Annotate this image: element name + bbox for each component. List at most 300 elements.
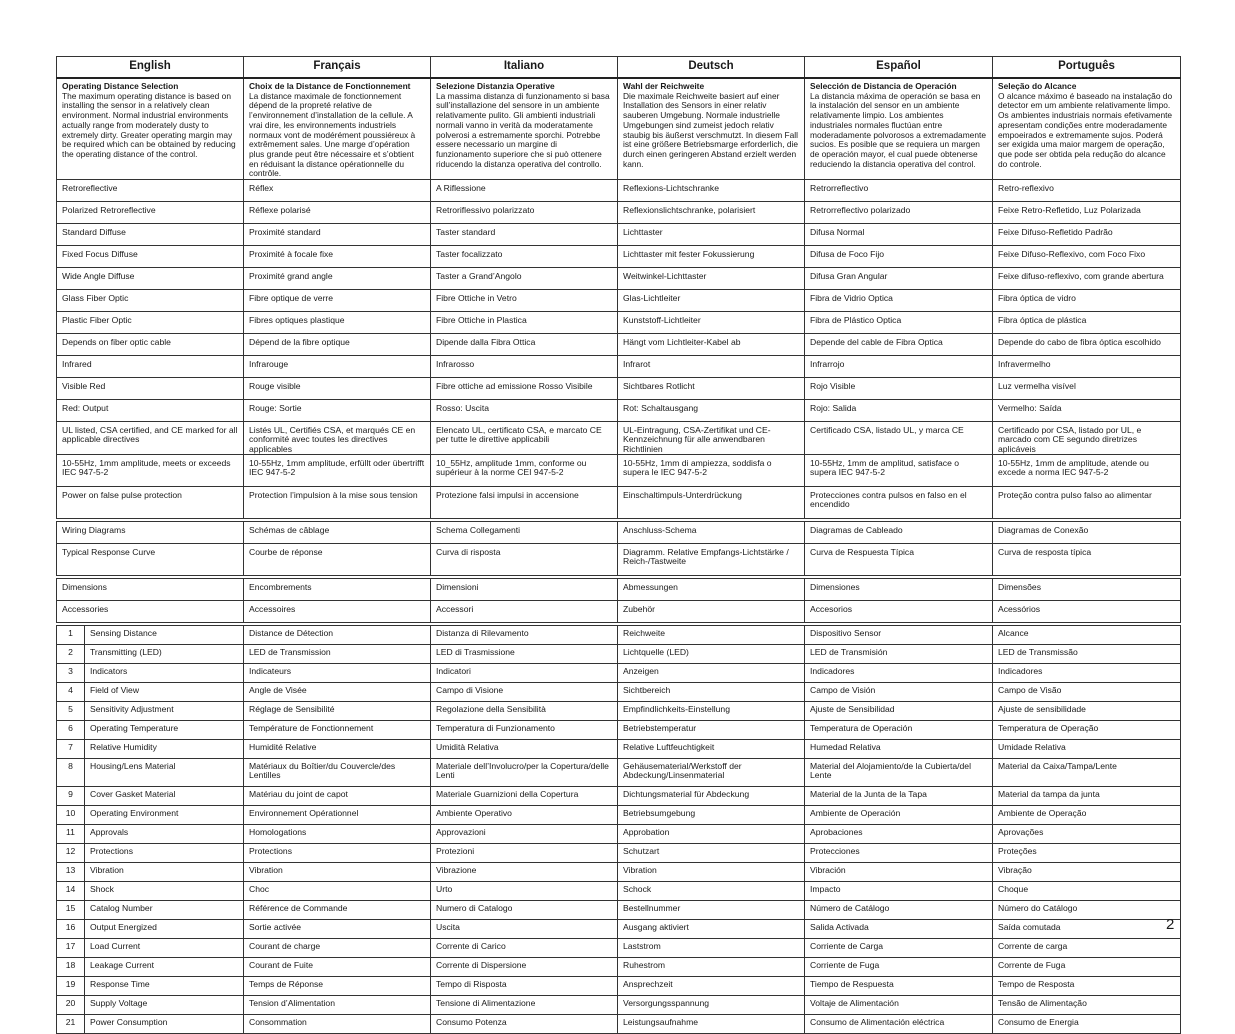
term-cell-french: Courant de Fuite	[244, 957, 431, 976]
term-cell-portuguese: Material da Caixa/Tampa/Lente	[993, 758, 1181, 786]
term-cell-english: Fixed Focus Diffuse	[57, 246, 244, 268]
term-cell-english: Sensitivity Adjustment	[85, 701, 244, 720]
term-cell-french: Homologations	[244, 824, 431, 843]
term-cell-english: Plastic Fiber Optic	[57, 312, 244, 334]
term-cell-french: 10-55Hz, 1mm amplitude, erfüllt oder übertrifft IEC 947-5-2	[244, 454, 431, 486]
term-cell-italian: Temperatura di Funzionamento	[431, 720, 618, 739]
term-cell-portuguese: Número do Catálogo	[993, 900, 1181, 919]
numbered-row	[57, 758, 1181, 786]
col-header-german: Deutsch	[618, 57, 805, 79]
term-cell-spanish: Retrorreflectivo polarizado	[805, 202, 993, 224]
term-cell-english: Retroreflective	[57, 180, 244, 202]
term-cell-french: Courant de charge	[244, 938, 431, 957]
term-cell-english: Visible Red	[57, 378, 244, 400]
intro-cell-german	[618, 78, 805, 180]
term-cell-spanish: Protecciones contra pulsos en falso en el encendido	[805, 486, 993, 518]
intro-cell-french	[244, 78, 431, 180]
term-cell-french: Humidité Relative	[244, 739, 431, 758]
term-cell-french: Angle de Visée	[244, 682, 431, 701]
term-cell-italian: Schema Collegamenti	[431, 521, 618, 543]
col-header-spanish: Español	[805, 57, 993, 79]
term-cell-italian: Urto	[431, 881, 618, 900]
row-number: 17	[57, 938, 85, 957]
term-cell-french: Temps de Réponse	[244, 976, 431, 995]
term-cell-english: Protections	[85, 843, 244, 862]
term-cell-portuguese: Indicadores	[993, 663, 1181, 682]
term-cell-french: Dépend de la fibre optique	[244, 334, 431, 356]
term-cell-portuguese: Temperatura de Operação	[993, 720, 1181, 739]
term-cell-english: Cover Gasket Material	[85, 786, 244, 805]
term-cell-german: Anzeigen	[618, 663, 805, 682]
term-cell-german: Leistungsaufnahme	[618, 1014, 805, 1033]
term-row	[57, 356, 1181, 378]
term-cell-french: Indicateurs	[244, 663, 431, 682]
intro-title: Seleção do Alcance	[998, 81, 1077, 91]
row-number: 10	[57, 805, 85, 824]
row-number: 1	[57, 625, 85, 644]
numbered-row	[57, 663, 1181, 682]
term-cell-german: Dichtungsmaterial für Abdeckung	[618, 786, 805, 805]
term-cell-english: Output Energized	[85, 919, 244, 938]
numbered-row	[57, 957, 1181, 976]
term-cell-italian: 10_55Hz, amplitude 1mm, conforme ou supérieur à la norme CEI 947-5-2	[431, 454, 618, 486]
term-cell-english: Field of View	[85, 682, 244, 701]
term-cell-german: Betriebsumgebung	[618, 805, 805, 824]
header-row	[57, 57, 1181, 79]
term-cell-spanish: Dispositivo Sensor	[805, 625, 993, 644]
term-cell-portuguese: Umidade Relativa	[993, 739, 1181, 758]
term-cell-spanish: Material de la Junta de la Tapa	[805, 786, 993, 805]
term-cell-portuguese: Campo de Visão	[993, 682, 1181, 701]
term-cell-italian: Tensione di Alimentazione	[431, 995, 618, 1014]
term-cell-german: Schutzart	[618, 843, 805, 862]
term-cell-french: Infrarouge	[244, 356, 431, 378]
term-cell-english: Leakage Current	[85, 957, 244, 976]
term-cell-italian: Accessori	[431, 600, 618, 622]
numbered-row	[57, 805, 1181, 824]
intro-body: The maximum operating distance is based on installing the sensor in a relatively clean environment. Normal industrial environments actually range from moderately dusty to extremely dirty. Greater operating margin may be required which can be obtained by reducing the operating distance of the control.	[62, 90, 236, 159]
term-cell-italian: Retroriflessivo polarizzato	[431, 202, 618, 224]
term-cell-portuguese: Tempo de Resposta	[993, 976, 1181, 995]
term-cell-spanish: Ambiente de Operación	[805, 805, 993, 824]
term-cell-spanish: Corriente de Fuga	[805, 957, 993, 976]
term-cell-french: Schémas de câblage	[244, 521, 431, 543]
term-row	[57, 224, 1181, 246]
term-cell-english: Standard Diffuse	[57, 224, 244, 246]
term-cell-english: Transmitting (LED)	[85, 644, 244, 663]
term-cell-spanish: Accesorios	[805, 600, 993, 622]
term-cell-french: Protection l’impulsion à la mise sous tension	[244, 486, 431, 518]
col-header-english: English	[57, 57, 244, 79]
term-cell-french: Matériau du joint de capot	[244, 786, 431, 805]
term-cell-french: Distance de Détection	[244, 625, 431, 644]
term-cell-spanish: Impacto	[805, 881, 993, 900]
term-cell-spanish: Indicadores	[805, 663, 993, 682]
term-cell-portuguese: Vibração	[993, 862, 1181, 881]
term-cell-spanish: Rojo Visible	[805, 378, 993, 400]
term-cell-spanish: Difusa Normal	[805, 224, 993, 246]
term-cell-german: Reflexions-Lichtschranke	[618, 180, 805, 202]
intro-body: La massima distanza di funzionamento si basa sull’installazione del sensore in un ambiente relativamente pulito. Gli ambienti industriali normali vanno in verità da moderatamente polverosi a estremamente sporchi. Potrebbe essere necessario un margine di funzionamento superiore che si può ottenere riducendo la distanza operativa del controllo.	[436, 90, 610, 169]
numbered-row	[57, 625, 1181, 644]
row-number: 14	[57, 881, 85, 900]
row-number: 5	[57, 701, 85, 720]
term-cell-portuguese: Dimensões	[993, 578, 1181, 600]
term-cell-english: 10-55Hz, 1mm amplitude, meets or exceeds IEC 947-5-2	[57, 454, 244, 486]
term-cell-spanish: Infrarrojo	[805, 356, 993, 378]
term-cell-french: Choc	[244, 881, 431, 900]
intro-title: Selección de Distancia de Operación	[810, 81, 957, 91]
term-cell-german: Kunststoff-Lichtleiter	[618, 312, 805, 334]
term-cell-spanish: Fibra de Vidrio Optica	[805, 290, 993, 312]
term-cell-italian: Fibre Ottiche in Vetro	[431, 290, 618, 312]
term-cell-portuguese: Vermelho: Saída	[993, 400, 1181, 422]
term-cell-italian: Dipende dalla Fibra Ottica	[431, 334, 618, 356]
term-cell-italian: Umidità Relativa	[431, 739, 618, 758]
term-cell-spanish: Ajuste de Sensibilidad	[805, 701, 993, 720]
term-cell-spanish: Voltaje de Alimentación	[805, 995, 993, 1014]
term-cell-spanish: Humedad Relativa	[805, 739, 993, 758]
term-cell-english: Approvals	[85, 824, 244, 843]
row-number: 4	[57, 682, 85, 701]
term-cell-german: Weitwinkel-Lichttaster	[618, 268, 805, 290]
term-cell-german: Diagramm. Relative Empfangs-Lichtstärke / Reich-/Tastweite	[618, 543, 805, 575]
term-cell-german: Reflexionslichtschranke, polarisiert	[618, 202, 805, 224]
term-cell-german: Infrarot	[618, 356, 805, 378]
term-cell-spanish: Difusa de Foco Fijo	[805, 246, 993, 268]
term-cell-italian: Fibre ottiche ad emissione Rosso Visibile	[431, 378, 618, 400]
intro-body: O alcance máximo é baseado na instalação do detector em um ambiente relativamente limpo. Os ambientes industriais normais efetivamente apresentam condições entre moderadamente empoeirados e extremamente sujos. Poderá ser exigida uma maior margem de operação, que pode ser obtida pela redução do alcance do controle.	[998, 90, 1173, 169]
term-cell-portuguese: Feixe Difuso-Refletido Padrão	[993, 224, 1181, 246]
term-cell-french: Courbe de réponse	[244, 543, 431, 575]
term-cell-portuguese: Aprovações	[993, 824, 1181, 843]
term-cell-german: Gehäusematerial/Werkstoff der Abdeckung/Linsenmaterial	[618, 758, 805, 786]
term-cell-french: Consommation	[244, 1014, 431, 1033]
term-cell-portuguese: Retro-reflexivo	[993, 180, 1181, 202]
term-cell-spanish: Depende del cable de Fibra Optica	[805, 334, 993, 356]
term-cell-german: Lichttaster	[618, 224, 805, 246]
intro-title: Wahl der Reichweite	[623, 81, 705, 91]
term-cell-english: Polarized Retroreflective	[57, 202, 244, 224]
row-number: 15	[57, 900, 85, 919]
term-cell-french: Réflexe polarisé	[244, 202, 431, 224]
term-cell-english: Glass Fiber Optic	[57, 290, 244, 312]
term-cell-german: Relative Luftfeuchtigkeit	[618, 739, 805, 758]
term-cell-portuguese: Fibra óptica de plástica	[993, 312, 1181, 334]
term-cell-spanish: Rojo: Salida	[805, 400, 993, 422]
term-row	[57, 268, 1181, 290]
numbered-row	[57, 1014, 1181, 1033]
numbered-row	[57, 824, 1181, 843]
numbered-row	[57, 786, 1181, 805]
term-cell-german: Vibration	[618, 862, 805, 881]
term-cell-spanish: Número de Catálogo	[805, 900, 993, 919]
term-cell-portuguese: Fibra óptica de vidro	[993, 290, 1181, 312]
row-number: 6	[57, 720, 85, 739]
term-cell-french: Proximité à focale fixe	[244, 246, 431, 268]
numbered-row	[57, 739, 1181, 758]
term-cell-portuguese: Alcance	[993, 625, 1181, 644]
term-cell-french: Référence de Commande	[244, 900, 431, 919]
intro-body: La distance maximale de fonctionnement dépend de la propreté relative de l’environnement d’installation de la cellule. A vrai dire, les environnements industriels normaux vont de modérément poussiéreux à extrêmement sales. Une marge d’opération plus grande peut être nécessaire et s’obtient en réduisant la distance opérationnelle du contrôle.	[249, 90, 416, 179]
col-header-french: Français	[244, 57, 431, 79]
term-cell-spanish: Certificado CSA, listado UL, y marca CE	[805, 422, 993, 455]
term-cell-french: Protections	[244, 843, 431, 862]
term-cell-english: Supply Voltage	[85, 995, 244, 1014]
row-number: 8	[57, 758, 85, 786]
intro-row	[57, 78, 1181, 180]
term-cell-french: Rouge: Sortie	[244, 400, 431, 422]
term-cell-portuguese: Material da tampa da junta	[993, 786, 1181, 805]
term-cell-italian: Taster focalizzato	[431, 246, 618, 268]
term-row	[57, 246, 1181, 268]
term-cell-portuguese: Consumo de Energia	[993, 1014, 1181, 1033]
term-cell-english: Catalog Number	[85, 900, 244, 919]
term-cell-portuguese: Curva de resposta típica	[993, 543, 1181, 575]
term-cell-italian: Materiale Guarnizioni della Copertura	[431, 786, 618, 805]
term-row	[57, 578, 1181, 600]
term-cell-english: Dimensions	[57, 578, 244, 600]
term-cell-english: Response Time	[85, 976, 244, 995]
term-cell-portuguese: Luz vermelha visível	[993, 378, 1181, 400]
term-cell-italian: Numero di Catalogo	[431, 900, 618, 919]
term-row	[57, 180, 1181, 202]
term-cell-english: Wide Angle Diffuse	[57, 268, 244, 290]
term-cell-english: Wiring Diagrams	[57, 521, 244, 543]
row-number: 19	[57, 976, 85, 995]
term-cell-portuguese: Corrente de Fuga	[993, 957, 1181, 976]
term-cell-german: Ruhestrom	[618, 957, 805, 976]
term-cell-german: Empfindlichkeits-Einstellung	[618, 701, 805, 720]
term-cell-english: Relative Humidity	[85, 739, 244, 758]
row-number: 12	[57, 843, 85, 862]
term-cell-italian: Consumo Potenza	[431, 1014, 618, 1033]
term-cell-italian: Tempo di Risposta	[431, 976, 618, 995]
term-cell-french: Environnement Opérationnel	[244, 805, 431, 824]
term-cell-portuguese: Acessórios	[993, 600, 1181, 622]
intro-cell-spanish	[805, 78, 993, 180]
numbered-row	[57, 881, 1181, 900]
term-cell-portuguese: Feixe Retro-Refletido, Luz Polarizada	[993, 202, 1181, 224]
term-row	[57, 543, 1181, 575]
numbered-row	[57, 862, 1181, 881]
term-row	[57, 202, 1181, 224]
row-number: 7	[57, 739, 85, 758]
intro-title: Choix de la Distance de Fonctionnement	[249, 81, 411, 91]
term-cell-italian: Ambiente Operativo	[431, 805, 618, 824]
term-cell-german: 10-55Hz, 1mm di ampiezza, soddisfa o supera le IEC 947-5-2	[618, 454, 805, 486]
numbered-row	[57, 995, 1181, 1014]
term-cell-italian: Taster a Grand’Angolo	[431, 268, 618, 290]
term-cell-german: Hängt vom Lichtleiter-Kabel ab	[618, 334, 805, 356]
term-cell-german: Abmessungen	[618, 578, 805, 600]
term-cell-portuguese: Feixe Difuso-Reflexivo, com Foco Fixo	[993, 246, 1181, 268]
term-cell-spanish: Material del Alojamiento/de la Cubierta/del Lente	[805, 758, 993, 786]
col-header-portuguese: Português	[993, 57, 1181, 79]
term-cell-french: Listés UL, Certifiés CSA, et marqués CE en conformité avec toutes les directives applicables	[244, 422, 431, 455]
numbered-row	[57, 938, 1181, 957]
term-cell-portuguese: Infravermelho	[993, 356, 1181, 378]
term-cell-french: Réglage de Sensibilité	[244, 701, 431, 720]
term-cell-spanish: Retrorreflectivo	[805, 180, 993, 202]
term-cell-italian: Corrente di Carico	[431, 938, 618, 957]
numbered-row	[57, 682, 1181, 701]
term-cell-portuguese: Feixe difuso-reflexivo, com grande abertura	[993, 268, 1181, 290]
term-cell-italian: LED di Trasmissione	[431, 644, 618, 663]
term-cell-spanish: Temperatura de Operación	[805, 720, 993, 739]
term-cell-portuguese: Choque	[993, 881, 1181, 900]
intro-title: Operating Distance Selection	[62, 81, 179, 91]
term-cell-english: Power on false pulse protection	[57, 486, 244, 518]
term-cell-english: Typical Response Curve	[57, 543, 244, 575]
term-cell-italian: Materiale dell’Involucro/per la Copertura/delle Lenti	[431, 758, 618, 786]
term-cell-english: Shock	[85, 881, 244, 900]
term-cell-italian: Elencato UL, certificato CSA, e marcato CE per tutte le direttive applicabili	[431, 422, 618, 455]
term-cell-italian: A Riflessione	[431, 180, 618, 202]
term-row	[57, 422, 1181, 455]
row-number: 20	[57, 995, 85, 1014]
term-cell-french: Tension d’Alimentation	[244, 995, 431, 1014]
numbered-row	[57, 644, 1181, 663]
row-number: 11	[57, 824, 85, 843]
term-cell-english: Vibration	[85, 862, 244, 881]
term-cell-german: Laststrom	[618, 938, 805, 957]
term-cell-spanish: Salida Activada	[805, 919, 993, 938]
term-cell-portuguese: Depende do cabo de fibra óptica escolhido	[993, 334, 1181, 356]
term-cell-german: Approbation	[618, 824, 805, 843]
term-cell-french: Fibres optiques plastique	[244, 312, 431, 334]
term-cell-italian: Fibre Ottiche in Plastica	[431, 312, 618, 334]
intro-cell-portuguese	[993, 78, 1181, 180]
term-cell-german: Zubehör	[618, 600, 805, 622]
row-number: 13	[57, 862, 85, 881]
term-cell-french: Réflex	[244, 180, 431, 202]
term-cell-italian: Taster standard	[431, 224, 618, 246]
term-cell-italian: Corrente di Dispersione	[431, 957, 618, 976]
term-row	[57, 486, 1181, 518]
term-cell-english: Depends on fiber optic cable	[57, 334, 244, 356]
term-cell-portuguese: Saída comutada	[993, 919, 1181, 938]
term-cell-spanish: 10-55Hz, 1mm de amplitud, satisface o supera IEC 947-5-2	[805, 454, 993, 486]
term-cell-portuguese: Ajuste de sensibilidade	[993, 701, 1181, 720]
term-cell-english: Infrared	[57, 356, 244, 378]
term-row	[57, 400, 1181, 422]
term-cell-portuguese: Certificado por CSA, listado por UL, e marcado com CE segundo diretrizes aplicáveis	[993, 422, 1181, 455]
term-cell-portuguese: 10-55Hz, 1mm de amplitude, atende ou excede a norma IEC 947-5-2	[993, 454, 1181, 486]
numbered-row	[57, 919, 1181, 938]
term-cell-spanish: Protecciones	[805, 843, 993, 862]
row-number: 18	[57, 957, 85, 976]
term-cell-french: Vibration	[244, 862, 431, 881]
intro-cell-english	[57, 78, 244, 180]
term-cell-french: Rouge visible	[244, 378, 431, 400]
term-cell-italian: Indicatori	[431, 663, 618, 682]
col-header-italian: Italiano	[431, 57, 618, 79]
intro-body: Die maximale Reichweite basiert auf einer Installation des Sensors in einer relativ sauberen Umgebung. Normale industrielle Umgebungen sind zumeist jedoch relativ staubig bis äußerst verschmutzt. In diesem Fall ist eine größere Betriebsmarge erforderlich, die durch einen geringeren Abstand erzielt werden kann.	[623, 90, 799, 169]
term-cell-french: Fibre optique de verre	[244, 290, 431, 312]
term-cell-german: Schock	[618, 881, 805, 900]
term-row	[57, 600, 1181, 622]
term-cell-spanish: Tiempo de Respuesta	[805, 976, 993, 995]
term-cell-german: Ansprechzeit	[618, 976, 805, 995]
term-cell-spanish: Corriente de Carga	[805, 938, 993, 957]
term-cell-english: Housing/Lens Material	[85, 758, 244, 786]
term-cell-spanish: Consumo de Alimentación eléctrica	[805, 1014, 993, 1033]
intro-body: La distancia máxima de operación se basa en la instalación del sensor en un ambiente relativamente limpio. Los ambientes industriales normales fluctúan entre moderadamente polvorosos a extremadamente sucios. Es posible que se requiera un margen de operación mayor, el cual puede obtenerse reduciendo la distancia operativa del control.	[810, 90, 986, 169]
term-cell-english: Indicators	[85, 663, 244, 682]
row-number: 2	[57, 644, 85, 663]
term-row	[57, 334, 1181, 356]
term-cell-french: Proximité grand angle	[244, 268, 431, 290]
term-cell-english: Operating Temperature	[85, 720, 244, 739]
term-cell-french: Encombrements	[244, 578, 431, 600]
numbered-row	[57, 900, 1181, 919]
term-cell-portuguese: Corrente de carga	[993, 938, 1181, 957]
term-cell-italian: Rosso: Uscita	[431, 400, 618, 422]
intro-title: Selezione Distanzia Operative	[436, 81, 555, 91]
term-cell-italian: Regolazione della Sensibilità	[431, 701, 618, 720]
term-cell-german: Einschaltimpuls-Unterdrückung	[618, 486, 805, 518]
term-cell-french: Sortie activée	[244, 919, 431, 938]
term-cell-portuguese: Tensão de Alimentação	[993, 995, 1181, 1014]
term-cell-german: UL-Eintragung, CSA-Zertifikat und CE-Kennzeichnung für alle anwendbaren Richtlinien	[618, 422, 805, 455]
term-cell-italian: Protezioni	[431, 843, 618, 862]
term-cell-english: UL listed, CSA certified, and CE marked for all applicable directives	[57, 422, 244, 455]
row-number: 16	[57, 919, 85, 938]
term-cell-italian: Campo di Visione	[431, 682, 618, 701]
term-cell-italian: Uscita	[431, 919, 618, 938]
term-cell-portuguese: Ambiente de Operação	[993, 805, 1181, 824]
term-cell-spanish: Vibración	[805, 862, 993, 881]
term-row	[57, 290, 1181, 312]
term-cell-spanish: Diagramas de Cableado	[805, 521, 993, 543]
term-cell-italian: Curva di risposta	[431, 543, 618, 575]
term-cell-english: Accessories	[57, 600, 244, 622]
term-cell-portuguese: Proteção contra pulso falso ao alimentar	[993, 486, 1181, 518]
row-number: 9	[57, 786, 85, 805]
term-cell-spanish: Dimensiones	[805, 578, 993, 600]
intro-cell-italian	[431, 78, 618, 180]
term-cell-spanish: Curva de Respuesta Típica	[805, 543, 993, 575]
term-cell-french: LED de Transmission	[244, 644, 431, 663]
term-row	[57, 312, 1181, 334]
term-row	[57, 521, 1181, 543]
numbered-row	[57, 976, 1181, 995]
term-cell-german: Lichttaster mit fester Fokussierung	[618, 246, 805, 268]
term-cell-italian: Protezione falsi impulsi in accensione	[431, 486, 618, 518]
term-cell-german: Sichtbereich	[618, 682, 805, 701]
term-cell-german: Glas-Lichtleiter	[618, 290, 805, 312]
term-cell-german: Reichweite	[618, 625, 805, 644]
term-cell-italian: Distanza di Rilevamento	[431, 625, 618, 644]
row-number: 21	[57, 1014, 85, 1033]
term-cell-english: Load Current	[85, 938, 244, 957]
term-cell-german: Rot: Schaltausgang	[618, 400, 805, 422]
term-cell-spanish: Aprobaciones	[805, 824, 993, 843]
term-cell-german: Bestellnummer	[618, 900, 805, 919]
term-cell-italian: Infrarosso	[431, 356, 618, 378]
term-cell-german: Sichtbares Rotlicht	[618, 378, 805, 400]
row-number: 3	[57, 663, 85, 682]
term-row	[57, 454, 1181, 486]
term-cell-italian: Vibrazione	[431, 862, 618, 881]
numbered-row	[57, 843, 1181, 862]
term-cell-german: Lichtquelle (LED)	[618, 644, 805, 663]
numbered-row	[57, 720, 1181, 739]
term-cell-italian: Approvazioni	[431, 824, 618, 843]
term-cell-english: Power Consumption	[85, 1014, 244, 1033]
term-row	[57, 378, 1181, 400]
